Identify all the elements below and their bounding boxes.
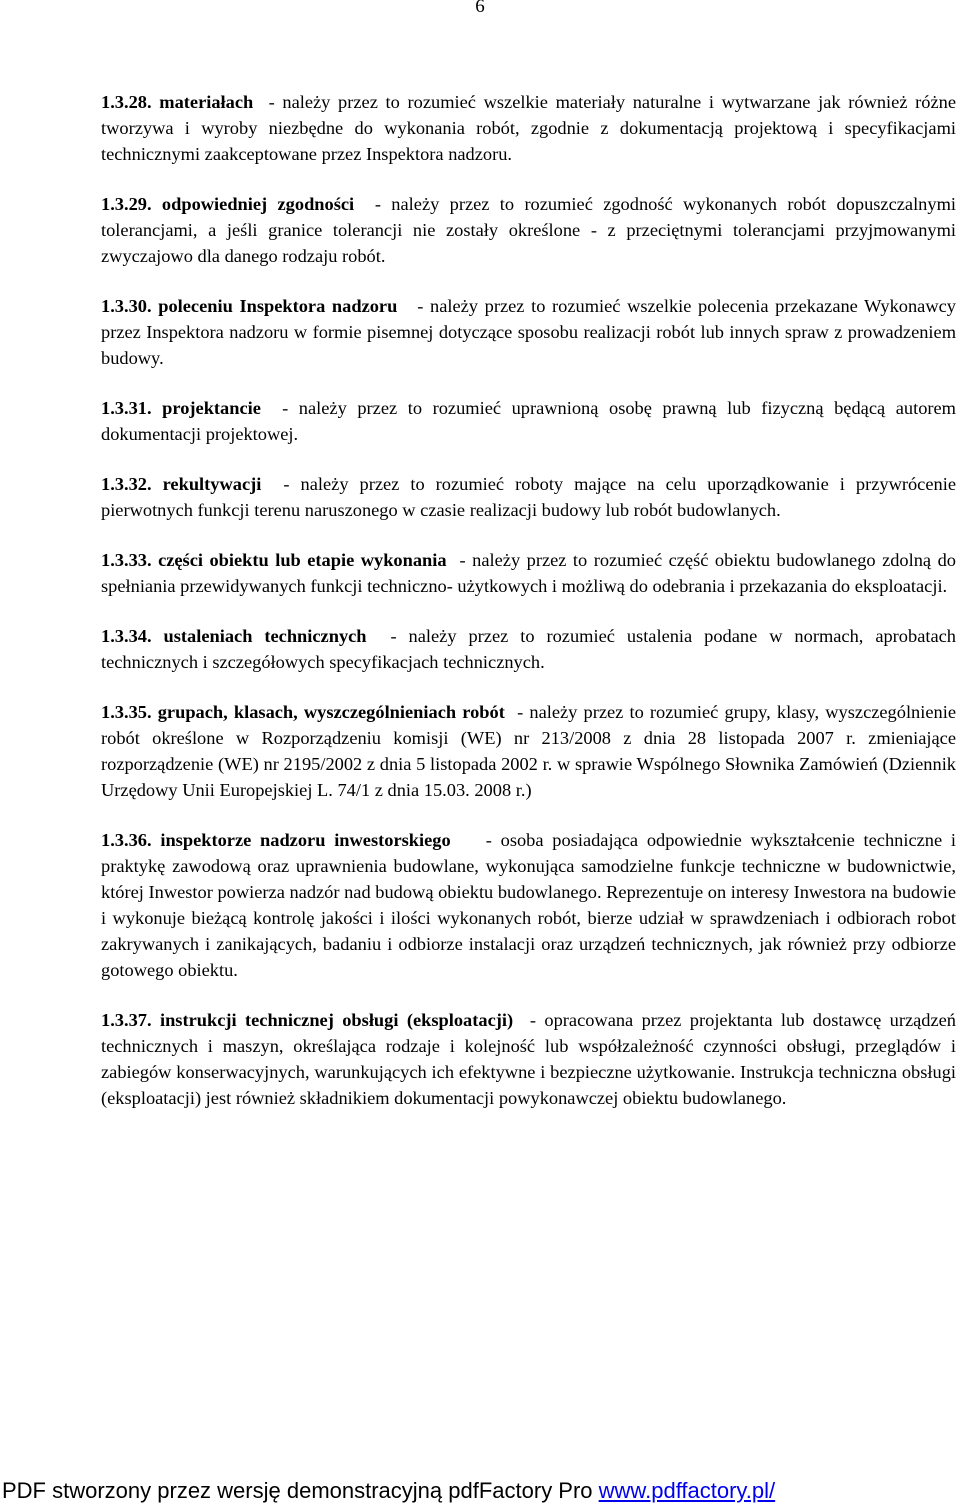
definition-text: - należy przez to rozumieć wszelkie materiały naturalne i wytwarzane jak również różne tworzywa i wyroby niezbędne do wykonania robót, zgodnie z dokumentacją projektową i specyfikacjami technicznymi zaakceptowane przez Inspektora nadzoru. xyxy=(101,92,957,164)
definition-term: części obiektu lub etapie wykonania xyxy=(158,550,447,570)
definition-entry xyxy=(101,547,956,599)
definition-text: - należy przez to rozumieć zgodność wykonanych robót dopuszczalnymi tolerancjami, a jeśli granice tolerancji nie zostały określone - z przeciętnymi tolerancjami przyjmowanymi zwyczajowo dla danego rodzaju robót. xyxy=(101,194,956,266)
definition-text: - należy przez to rozumieć część obiektu budowlanego zdolną do spełniania przewidywanych funkcji techniczno- użytkowych i możliwą do odebrania i przekazania do eksploatacji. xyxy=(101,550,956,596)
definition-entry xyxy=(101,293,956,371)
definition-text: - należy przez to rozumieć grupy, klasy, wyszczególnienie robót określone w Rozporządzeniu komisji (WE) nr 213/2008 z dnia 28 listopada 2007 r. zmieniające rozporządzenie (WE) nr 2195/2002 z dnia 5 listopada 2002 r. w sprawie Wspólnego Słownika Zamówień (Dziennik Urzędowy Unii Europejskiej L. 74/1 z dnia 15.03. 2008 r.) xyxy=(101,702,956,800)
definition-entry xyxy=(101,699,956,803)
definition-term: instrukcji technicznej obsługi (eksploatacji) xyxy=(159,1010,514,1030)
footer-text: PDF stworzony przez wersję demonstracyjną pdfFactory Pro xyxy=(2,1478,599,1503)
definition-text: - opracowana przez projektanta lub dostawcę urządzeń technicznych i maszyn, określająca rodzaje i kolejność lub współzależność czynności obsługi, przeglądów i zabiegów konserwacyjnych, warunkujących ich efektywne i bezpieczne użytkowanie. Instrukcja techniczna obsługi (eksploatacji) jest również składnikiem dokumentacji powykonawczej obiektu budowlanego. xyxy=(101,1010,956,1108)
definition-number: 1.3.37. xyxy=(101,1010,152,1030)
definition-entry xyxy=(101,623,956,675)
pdf-watermark-footer xyxy=(2,1478,775,1504)
definition-entry xyxy=(101,191,956,269)
definition-term: poleceniu Inspektora nadzoru xyxy=(158,296,398,316)
definition-number: 1.3.35. xyxy=(101,702,152,722)
definition-term: projektancie xyxy=(162,398,261,418)
definition-text: - należy przez to rozumieć ustalenia podane w normach, aprobatach technicznych i szczegółowych specyfikacjach technicznych. xyxy=(101,626,956,672)
definition-entry xyxy=(101,395,956,447)
definition-text: - należy przez to rozumieć wszelkie polecenia przekazane Wykonawcy przez Inspektora nadzoru w formie pisemnej dotyczące sposobu realizacji robót lub innych spraw z prowadzeniem budowy. xyxy=(101,296,956,368)
definition-term: inspektorze nadzoru inwestorskiego xyxy=(160,830,451,850)
definition-number: 1.3.31. xyxy=(101,398,152,418)
definition-term: odpowiedniej zgodności xyxy=(161,194,355,214)
definition-number: 1.3.34. xyxy=(101,626,152,646)
footer-link[interactable]: www.pdffactory.pl/ xyxy=(598,1478,776,1503)
page-number: 6 xyxy=(475,0,485,17)
definition-number: 1.3.28. xyxy=(101,92,152,112)
definition-term: grupach, klasach, wyszczególnieniach robót xyxy=(157,702,505,722)
definition-entry xyxy=(101,471,956,523)
definition-text: - należy przez to rozumieć roboty mające na celu uporządkowanie i przywrócenie pierwotnych funkcji terenu naruszonego w czasie realizacji budowy lub robót budowlanych. xyxy=(101,474,956,520)
definition-entry xyxy=(101,1007,956,1111)
definition-term: ustaleniach technicznych xyxy=(163,626,367,646)
definition-text: - należy przez to rozumieć uprawnioną osobę prawną lub fizyczną będącą autorem dokumentacji projektowej. xyxy=(101,398,956,444)
definition-number: 1.3.36. xyxy=(101,830,152,850)
definition-entry xyxy=(101,89,956,167)
definition-term: materiałach xyxy=(159,92,254,112)
definition-number: 1.3.30. xyxy=(101,296,152,316)
definition-text: - osoba posiadająca odpowiednie wykształcenie techniczne i praktykę zawodową oraz uprawnienia budowlane, wykonująca samodzielne funkcje techniczne w budownictwie, której Inwestor powierza nadzór nad budową obiektu budowlanego. Reprezentuje on interesy Inwestora na budowie i wykonuje bieżącą kontrolę jakości i ilości wykonanych robót, bierze udział w sprawdzeniach i odbiorach robot zakrywanych i zanikających, badaniu i odbiorze instalacji oraz urządzeń technicznych, jak również przy odbiorze gotowego obiektu. xyxy=(101,830,957,980)
definition-entry xyxy=(101,827,956,983)
definition-number: 1.3.32. xyxy=(101,474,152,494)
definitions-list xyxy=(101,89,956,1135)
definition-number: 1.3.33. xyxy=(101,550,152,570)
definition-number: 1.3.29. xyxy=(101,194,152,214)
definition-term: rekultywacji xyxy=(162,474,262,494)
